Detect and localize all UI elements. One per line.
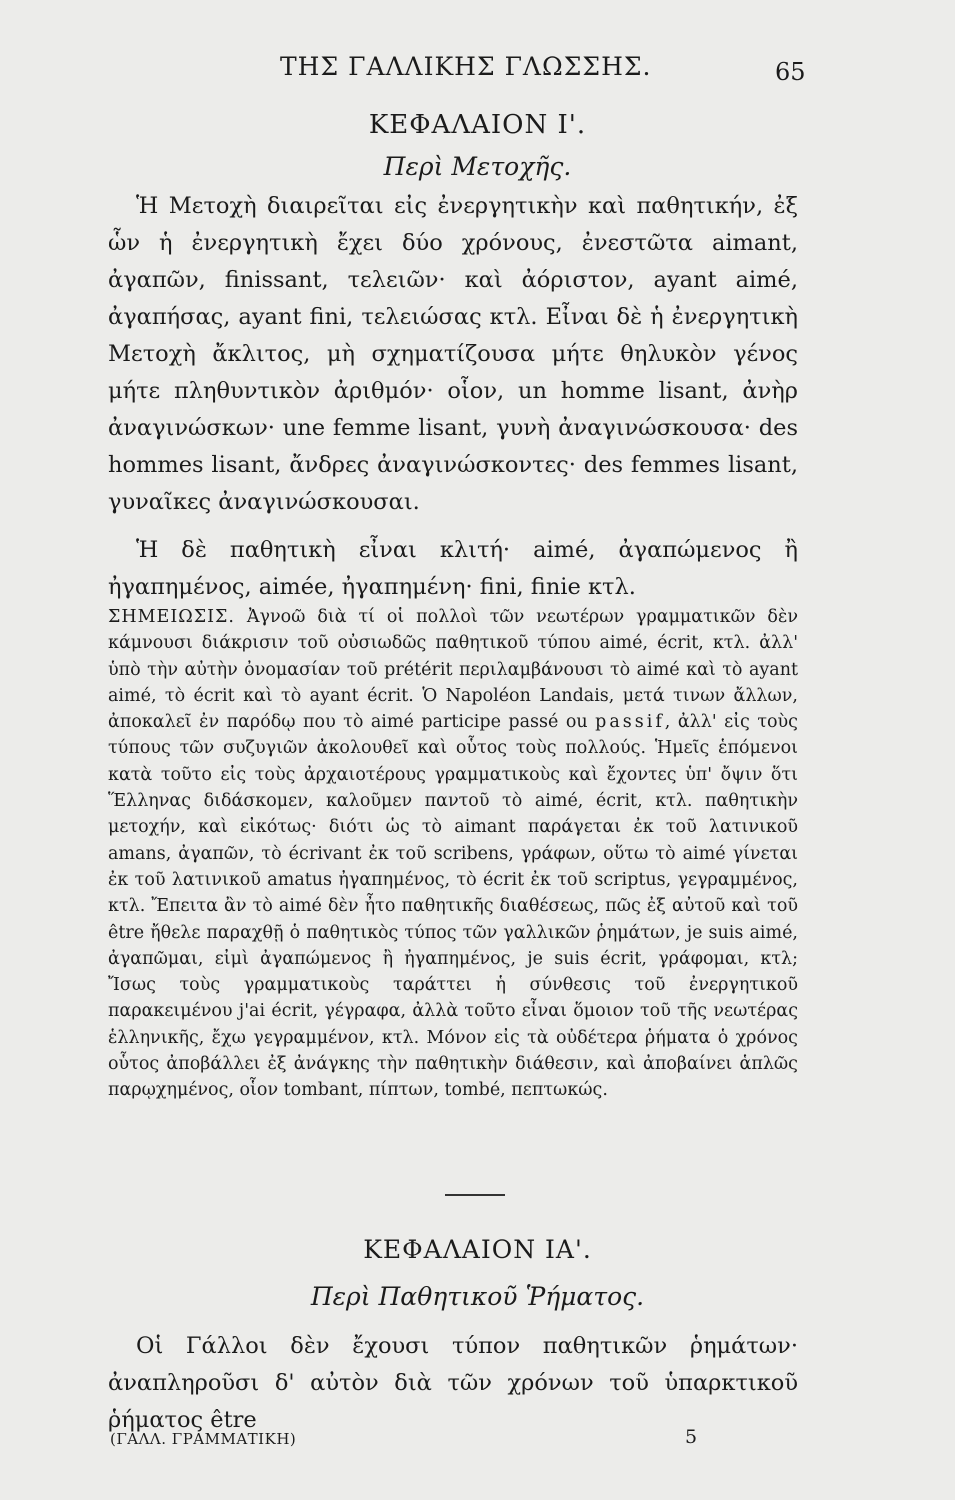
chapter-11-subtitle: Περὶ Παθητικοῦ Ῥήματος. <box>310 1282 645 1311</box>
note-paragraph <box>108 604 798 1104</box>
chapter-10-subtitle: Περὶ Μετοχῆς. <box>383 152 572 181</box>
note-text-part1: Ἀγνοῶ διὰ τί οἱ πολλοὶ τῶν νεωτέρων γραμματικῶν δὲν κάμνουσι διάκρισιν τοῦ οὐσιωδῶς παθητικοῦ τύπου aimé, écrit, κτλ. ἀλλ' ὑπὸ τὴν αὐτὴν ὀνομασίαν τοῦ prétérit περιλαμβάνουσι τὸ aimé καὶ τὸ ayant aimé, τὸ écrit καὶ τὸ ayant écrit. Ὁ Napoléon Landais, μετά τινων ἄλλων, ἀποκαλεῖ ἐν παρόδῳ που τὸ aimé participe passé ou <box>108 607 798 733</box>
signature-mark: (ΓΑΛΛ. ΓΡΑΜΜΑΤΙΚΗ) <box>110 1430 297 1448</box>
note-text-part2: , ἀλλ' εἰς τοὺς τύπους τῶν συζυγιῶν ἀκολουθεῖ καὶ οὗτος τοὺς πολλούς. Ἡμεῖς ἑπόμενοι κατὰ τοῦτο εἰς τοὺς ἀρχαιοτέρους γραμματικοὺς καὶ ἔχοντες ὑπ' ὄψιν ὅτι Ἕλληνας διδάσκομεν, καλοῦμεν παντοῦ τὸ aimé, écrit, κτλ. παθητικὴν μετοχήν, καὶ εἰκότως· διότι ὡς τὸ aimant παράγεται ἐκ τοῦ λατινικοῦ amans, ἀγαπῶν, τὸ écrivant ἐκ τοῦ scribens, γράφων, οὕτω τὸ aimé γίνεται ἐκ τοῦ λατινικοῦ amatus ἠγαπημένος, τὸ écrit ἐκ τοῦ scriptus, γεγραμμένος, κτλ. Ἔπειτα ἂν τὸ aimé δὲν ἦτο παθητικῆς διαθέσεως, πῶς ἐξ αὐτοῦ καὶ τοῦ être ἤθελε παραχθῇ ὁ παθητικὸς τύπος τῶν γαλλικῶν ῥημάτων, je suis aimé, ἀγαπῶμαι, εἰμὶ ἀγαπώμενος ἢ ἠγαπημένος, je suis écrit, γράφομαι, κτλ; Ἴσως τοὺς γραμματικοὺς ταράττει ἡ σύνθεσις τοῦ ἐνεργητικοῦ παρακειμένου j'ai écrit, γέγραφα, ἀλλὰ τοῦτο εἶναι ὅμοιον τοῦ τῆς νεωτέρας ἑλληνικῆς, ἔχω γεγραμμένον, κτλ. Μόνον εἰς τὰ οὐδέτερα ῥήματα ὁ χρόνος οὗτος ἀποβάλλει ἐξ ἀνάγκης τὴν παθητικὴν διάθεσιν, καὶ ἀποβαίνει ἁπλῶς παρῳχημένος, οἷον tombant, πίπτων, tombé, πεπτωκώς. <box>108 712 798 1101</box>
passive-verb-paragraph: Οἱ Γάλλοι δὲν ἔχουσι τύπον παθητικῶν ῥημάτων· ἀναπληροῦσι δ' αὐτὸν διὰ τῶν χρόνων τοῦ ὑπαρκτικοῦ ῥήματος être <box>108 1333 798 1433</box>
page-number: 65 <box>775 58 806 86</box>
participle-paragraph: Ἡ Μετοχὴ διαιρεῖται εἰς ἐνεργητικὴν καὶ παθητικήν, ἐξ ὧν ἡ ἐνεργητικὴ ἔχει δύο χρόνους, ἐνεστῶτα aimant, ἀγαπῶν, finissant, τελειῶν· καὶ ἀόριστον, ayant aimé, ἀγαπήσας, ayant fini, τελειώσας κτλ. Εἶναι δὲ ἡ ἐνεργητικὴ Μετοχὴ ἄκλιτος, μὴ σχηματίζουσα μήτε θηλυκὸν γένος μήτε πληθυντικὸν ἀριθμόν· οἷον, un homme lisant, ἀνὴρ ἀναγινώσκων· une femme lisant, γυνὴ ἀναγινώσκουσα· des hommes lisant, ἄνδρες ἀναγινώσκοντες· des femmes lisant, γυναῖκες ἀναγινώσκουσαι. <box>108 193 798 515</box>
note-label: ΣΗΜΕΙΩΣΙΣ. <box>108 607 235 627</box>
section-divider <box>445 1194 505 1196</box>
signature-number: 5 <box>685 1426 698 1448</box>
note-spaced-word: passif <box>595 712 665 733</box>
chapter-10-title: ΚΕΦΑΛΑΙΟΝ Ι'. <box>368 110 587 140</box>
running-head: ΤΗΣ ΓΑΛΛΙΚΗΣ ΓΛΩΣΣΗΣ. <box>280 52 652 81</box>
passive-participle-paragraph: Ἡ δὲ παθητικὴ εἶναι κλιτή· aimé, ἀγαπώμενος ἢ ἠγαπημένος, aimée, ἠγαπημένη· fini, finie κτλ. <box>108 537 798 600</box>
chapter-11-title: ΚΕΦΑΛΑΙΟΝ ΙΑ'. <box>363 1235 592 1264</box>
